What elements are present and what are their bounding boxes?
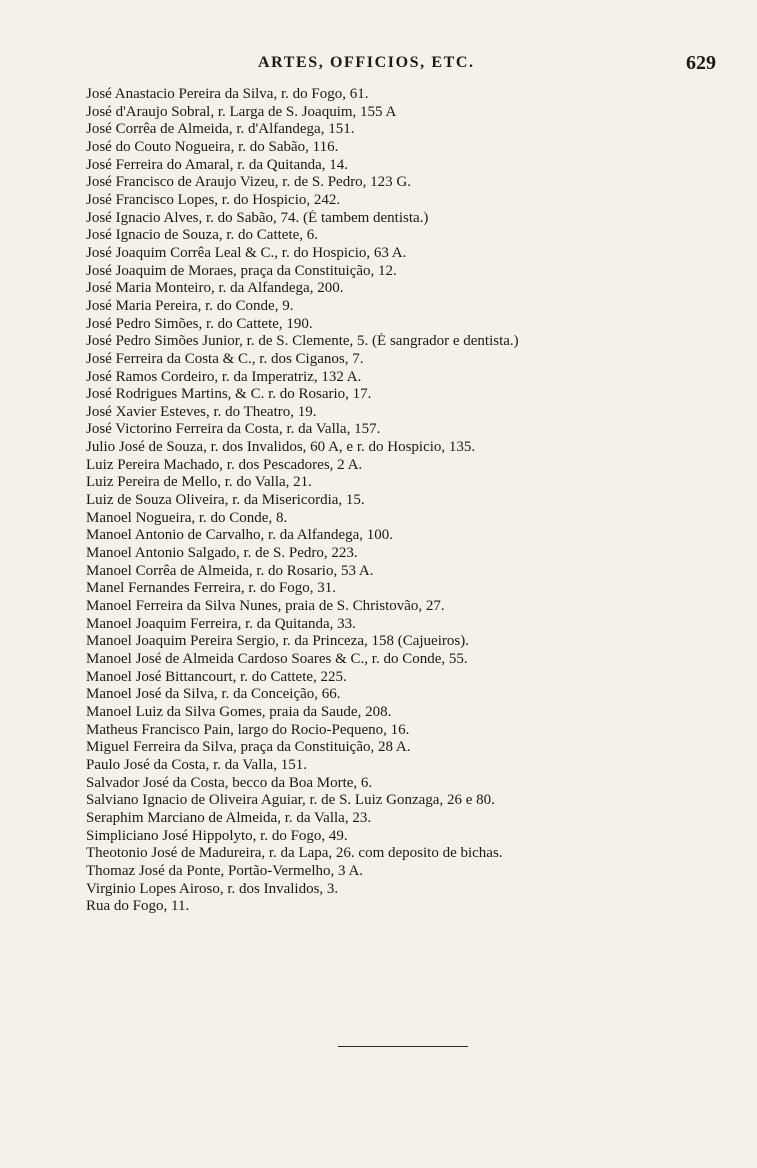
list-item: Manoel Nogueira, r. do Conde, 8.: [86, 509, 288, 526]
page-number: 629: [686, 52, 716, 74]
section-separator: [338, 1046, 468, 1047]
list-item: José Ignacio Alves, r. do Sabão, 74. (É tambem dentista.): [86, 209, 429, 226]
list-item: Manoel Antonio Salgado, r. de S. Pedro, 223.: [86, 545, 358, 562]
list-item: José Pedro Simões Junior, r. de S. Clemente, 5. (É sangrador e dentista.): [86, 333, 519, 350]
list-item: José Pedro Simões, r. do Cattete, 190.: [86, 315, 313, 332]
list-item: Manoel José de Almeida Cardoso Soares & C., r. do Conde, 55.: [86, 651, 468, 667]
list-item: José Joaquim de Moraes, praça da Constituição, 12.: [86, 262, 397, 279]
list-item: Manoel Joaquim Ferreira, r. da Quitanda, 33.: [86, 615, 356, 632]
list-item: Theotonio José de Madureira, r. da Lapa, 26. com deposito de bichas.: [86, 845, 503, 862]
list-item: Salvador José da Costa, becco da Boa Morte, 6.: [86, 774, 373, 791]
list-item: José Rodrigues Martins, & C. r. do Rosario, 17.: [86, 386, 372, 403]
list-item: Rua do Fogo, 11.: [86, 898, 190, 915]
list-item: José Victorino Ferreira da Costa, r. da Valla, 157.: [86, 421, 381, 438]
list-item: José Ferreira do Amaral, r. da Quitanda, 14.: [86, 156, 349, 173]
list-item: Luiz de Souza Oliveira, r. da Misericordia, 15.: [86, 492, 365, 509]
list-item: Salviano Ignacio de Oliveira Aguiar, r. de S. Luiz Gonzaga, 26 e 80.: [86, 792, 495, 809]
list-item: Matheus Francisco Pain, largo do Rocio-Pequeno, 16.: [86, 721, 410, 738]
list-item: Miguel Ferreira da Silva, praça da Constituição, 28 A.: [86, 739, 411, 756]
list-item: Virginio Lopes Airoso, r. dos Invalidos, 3.: [86, 880, 339, 897]
list-item: José Maria Pereira, r. do Conde, 9.: [86, 297, 294, 314]
list-item: José d'Araujo Sobral, r. Larga de S. Joaquim, 155 A: [86, 103, 397, 120]
list-item: Seraphim Marciano de Almeida, r. da Valla, 23.: [86, 809, 372, 826]
list-item: Manoel José da Silva, r. da Conceição, 66.: [86, 686, 341, 703]
list-item: José Ramos Cordeiro, r. da Imperatriz, 132 A.: [86, 368, 362, 385]
list-item: José Ferreira da Costa & C., r. dos Ciganos, 7.: [86, 350, 364, 367]
list-item: Manoel Antonio de Carvalho, r. da Alfandega, 100.: [86, 527, 394, 544]
page-title: ARTES, OFFICIOS, ETC.: [258, 54, 475, 71]
list-item: Manoel Joaquim Pereira Sergio, r. da Princeza, 158 (Cajueiros).: [86, 633, 469, 650]
list-item: Manel Fernandes Ferreira, r. do Fogo, 31.: [86, 580, 336, 597]
directory-list: [86, 86, 746, 916]
list-item: José Maria Monteiro, r. da Alfandega, 200.: [86, 280, 344, 297]
list-item: Thomaz José da Ponte, Portão-Vermelho, 3 A.: [86, 862, 364, 879]
list-item: José Corrêa de Almeida, r. d'Alfandega, 151.: [86, 121, 355, 138]
list-item: José Joaquim Corrêa Leal & C., r. do Hospicio, 63 A.: [86, 244, 407, 261]
list-item: Manoel Corrêa de Almeida, r. do Rosario, 53 A.: [86, 562, 374, 579]
list-item: José Xavier Esteves, r. do Theatro, 19.: [86, 403, 317, 420]
list-item: Simpliciano José Hippolyto, r. do Fogo, 49.: [86, 827, 348, 844]
list-item: Manoel Luiz da Silva Gomes, praia da Saude, 208.: [86, 703, 392, 720]
list-item: Paulo José da Costa, r. da Valla, 151.: [86, 756, 307, 773]
list-item: José Francisco de Araujo Vizeu, r. de S. Pedro, 123 G.: [86, 174, 412, 191]
list-item: Manoel Ferreira da Silva Nunes, praia de S. Christovão, 27.: [86, 598, 445, 615]
list-item: Julio José de Souza, r. dos Invalidos, 60 A, e r. do Hospicio, 135.: [86, 439, 476, 456]
page-header: [0, 52, 757, 82]
list-item: José do Couto Nogueira, r. do Sabão, 116.: [86, 138, 339, 155]
list-item: Luiz Pereira Machado, r. dos Pescadores, 2 A.: [86, 456, 363, 473]
list-item: José Anastacio Pereira da Silva, r. do Fogo, 61.: [86, 86, 369, 102]
list-item: José Ignacio de Souza, r. do Cattete, 6.: [86, 227, 319, 244]
list-item: José Francisco Lopes, r. do Hospicio, 242.: [86, 191, 341, 208]
list-item: Manoel José Bittancourt, r. do Cattete, 225.: [86, 668, 347, 685]
list-item: Luiz Pereira de Mello, r. do Valla, 21.: [86, 474, 312, 491]
